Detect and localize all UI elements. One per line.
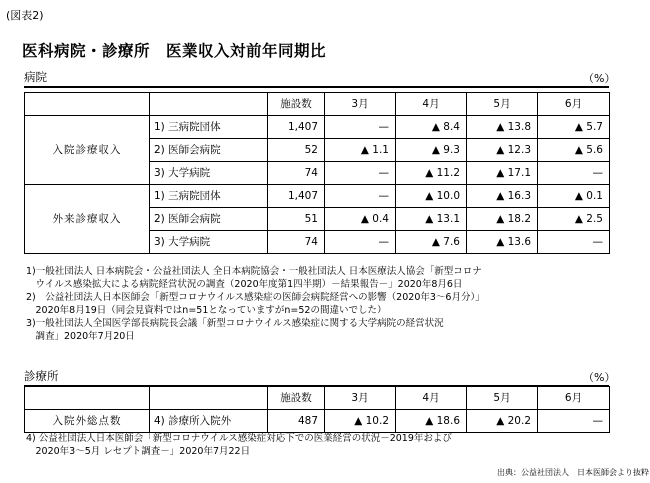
value-may: ▲ 13.6 xyxy=(467,231,538,254)
value-jun: ▲ 5.7 xyxy=(538,116,610,139)
value-jun: ▲ 0.1 xyxy=(538,185,610,208)
clinic-table xyxy=(24,386,610,433)
group-label: 入院診療収入 xyxy=(25,116,150,185)
source-credit: 出典：公益社団法人 日本医師会より抜粋 xyxy=(497,468,649,477)
row-label: 2) 医師会病院 xyxy=(150,139,268,162)
value-mar: ▲ 1.1 xyxy=(325,139,396,162)
clinic-notes xyxy=(26,432,452,458)
row-label: 1) 三病院団体 xyxy=(150,116,268,139)
value-mar: ▲ 10.2 xyxy=(325,410,396,433)
note-line: 調査」2020年7月20日 xyxy=(26,331,135,342)
row-label: 4) 診療所入院外 xyxy=(150,410,268,433)
header-cell xyxy=(25,93,150,116)
header-cell: 6月 xyxy=(538,93,610,116)
header-cell: 3月 xyxy=(325,387,396,410)
table-row xyxy=(25,116,610,139)
facility-count: 74 xyxy=(268,162,325,185)
value-apr: ▲ 13.1 xyxy=(396,208,467,231)
row-label: 1) 三病院団体 xyxy=(150,185,268,208)
value-apr: ▲ 11.2 xyxy=(396,162,467,185)
group-label: 入院外総点数 xyxy=(25,410,150,433)
note-line: 2020年3～5月 レセプト調査－」2020年7月22日 xyxy=(26,446,251,457)
header-cell: 施設数 xyxy=(268,93,325,116)
table-row xyxy=(25,410,610,433)
row-label: 2) 医師会病院 xyxy=(150,208,268,231)
value-may: ▲ 18.2 xyxy=(467,208,538,231)
value-apr: ▲ 10.0 xyxy=(396,185,467,208)
value-mar: — xyxy=(325,231,396,254)
group-label: 外来診療収入 xyxy=(25,185,150,254)
table-row xyxy=(25,185,610,208)
value-jun: — xyxy=(538,410,610,433)
value-apr: ▲ 8.4 xyxy=(396,116,467,139)
value-may: ▲ 20.2 xyxy=(467,410,538,433)
header-cell: 3月 xyxy=(325,93,396,116)
header-cell: 5月 xyxy=(467,387,538,410)
hospital-table xyxy=(24,92,610,254)
header-row xyxy=(25,387,610,410)
facility-count: 51 xyxy=(268,208,325,231)
header-cell xyxy=(150,387,268,410)
page-title: 医科病院・診療所 医業収入対前年同期比 xyxy=(22,42,327,60)
clinic-section-label: 診療所 xyxy=(24,369,59,383)
value-mar: ▲ 0.4 xyxy=(325,208,396,231)
note-line: 2) 公益社団法人日本医師会「新型コロナウイルス感染症の医師会病院経営への影響（2020年3～6月分）」 xyxy=(26,292,485,303)
value-jun: ▲ 2.5 xyxy=(538,208,610,231)
value-mar: — xyxy=(325,185,396,208)
value-apr: ▲ 9.3 xyxy=(396,139,467,162)
value-mar: — xyxy=(325,162,396,185)
header-cell xyxy=(25,387,150,410)
note-line: 2020年8月19日（同会見資料ではn=51となっていますがn=52の間違いでした） xyxy=(26,305,387,316)
clinic-unit: （%） xyxy=(583,371,616,384)
value-jun: ▲ 5.6 xyxy=(538,139,610,162)
value-apr: ▲ 7.6 xyxy=(396,231,467,254)
row-label: 3) 大学病院 xyxy=(150,231,268,254)
header-cell xyxy=(150,93,268,116)
note-line: ウイルス感染拡大による病院経営状況の調査（2020年度第1四半期）－結果報告－」2020年8月6日 xyxy=(26,279,463,290)
hospital-divider xyxy=(24,86,609,88)
value-may: ▲ 16.3 xyxy=(467,185,538,208)
value-jun: — xyxy=(538,231,610,254)
facility-count: 74 xyxy=(268,231,325,254)
value-jun: — xyxy=(538,162,610,185)
header-row xyxy=(25,93,610,116)
value-may: ▲ 17.1 xyxy=(467,162,538,185)
header-cell: 施設数 xyxy=(268,387,325,410)
hospital-section-label: 病院 xyxy=(24,70,47,84)
value-may: ▲ 13.8 xyxy=(467,116,538,139)
figure-label: (図表2) xyxy=(6,9,44,22)
note-line: 1)一般社団法人 日本病院会・公益社団法人 全日本病院協会・一般社団法人 日本医療法人協会「新型コロナ xyxy=(26,266,482,277)
hospital-unit: （%） xyxy=(583,72,616,85)
row-label: 3) 大学病院 xyxy=(150,162,268,185)
note-line: 4) 公益社団法人日本医師会「新型コロナウイルス感染症対応下での医業経営の状況－2019年および xyxy=(26,433,452,444)
header-cell: 5月 xyxy=(467,93,538,116)
facility-count: 487 xyxy=(268,410,325,433)
value-apr: ▲ 18.6 xyxy=(396,410,467,433)
note-line: 3)一般社団法人全国医学部長病院長会議「新型コロナウイルス感染症に関する大学病院の経営状況 xyxy=(26,318,444,329)
header-cell: 4月 xyxy=(396,93,467,116)
header-cell: 4月 xyxy=(396,387,467,410)
value-may: ▲ 12.3 xyxy=(467,139,538,162)
facility-count: 1,407 xyxy=(268,185,325,208)
facility-count: 1,407 xyxy=(268,116,325,139)
hospital-notes xyxy=(26,265,485,343)
header-cell: 6月 xyxy=(538,387,610,410)
value-mar: — xyxy=(325,116,396,139)
facility-count: 52 xyxy=(268,139,325,162)
